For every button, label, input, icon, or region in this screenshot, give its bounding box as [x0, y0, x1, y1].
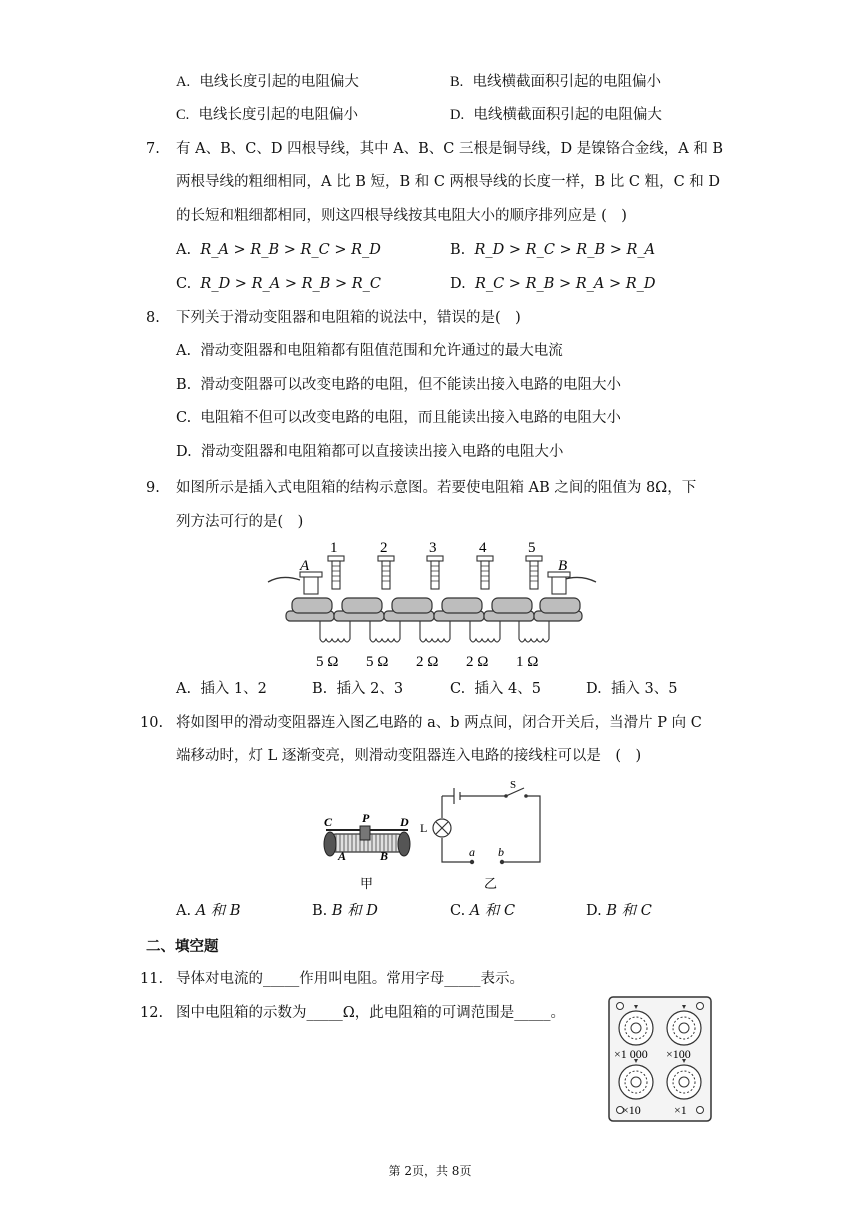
terminal-a-label: A	[300, 558, 310, 574]
q12-stem: 图中电阻箱的示数为_____Ω，此电阻箱的可调范围是_____。	[176, 1005, 566, 1021]
section-heading: 二、填空题	[146, 939, 219, 955]
page-footer: 第 2页，共 8页	[388, 1164, 472, 1178]
q10-option-a: A. A 和 B	[176, 903, 241, 919]
point-a-label: a	[469, 845, 475, 859]
terminal-a-label: A	[338, 849, 347, 863]
q8-option-a: A. 滑动变阻器和电阻箱都有阻值范围和允许通过的最大电流	[176, 343, 563, 359]
q7-stem-line: 两根导线的粗细相同，A 比 B 短，B 和 C 两根导线的长度一样，B 比 C 粗，C 和 D	[176, 174, 721, 190]
resistance-box-dial-figure	[608, 996, 712, 1122]
q6-option-a: A. 电线长度引起的电阻偏大	[176, 74, 359, 90]
q8-option-c: C. 电阻箱不但可以改变电路的电阻，而且能读出接入电路的电阻大小	[176, 410, 621, 426]
lamp-l-label: L	[420, 821, 428, 835]
resistor-value-label: 2 Ω	[466, 654, 489, 670]
plug-label: 5	[528, 540, 536, 556]
resistor-value-label: 1 Ω	[516, 654, 539, 670]
q7-option-b: B. R_D > R_C > R_B > R_A	[450, 242, 656, 258]
q8-number: 8.	[146, 310, 160, 326]
plug-label: 2	[380, 540, 388, 556]
q7-number: 7.	[146, 141, 160, 157]
q8-option-d: D. 滑动变阻器和电阻箱都可以直接读出接入电路的电阻大小	[176, 444, 564, 460]
q7-option-c: C. R_D > R_A > R_B > R_C	[176, 276, 382, 292]
q7-option-d: D. R_C > R_B > R_A > R_D	[450, 276, 656, 292]
slider-p-label: P	[362, 812, 370, 825]
q9-option-b: B. 插入 2、3	[312, 681, 404, 697]
plug-resistance-box-figure	[262, 536, 602, 672]
q10-stem-line: 端移动时，灯 L 逐渐变亮，则滑动变阻器连入电路的接线柱可以是 ( )	[176, 748, 642, 764]
q7-stem-line: 的长短和粗细都相同，则这四根导线按其电阻大小的顺序排列应是 ( )	[176, 208, 627, 224]
q6-option-d: D. 电线横截面积引起的电阻偏大	[450, 107, 662, 123]
figure-caption-yi: 乙	[484, 877, 498, 892]
q10-number: 10.	[140, 715, 164, 731]
q10-stem-line: 将如图甲的滑动变阻器连入图乙电路的 a、b 两点间，闭合开关后，当滑片 P 向 C	[176, 715, 702, 731]
terminal-b-label: B	[558, 558, 568, 574]
dial-multiplier-label: ×1	[674, 1103, 687, 1117]
resistor-value-label: 5 Ω	[366, 654, 389, 670]
dial-multiplier-label: ×1 000	[614, 1047, 648, 1061]
q6-option-b: B. 电线横截面积引起的电阻偏小	[450, 74, 662, 90]
q10-option-b: B. B 和 D	[312, 903, 378, 919]
q8-option-b: B. 滑动变阻器可以改变电路的电阻，但不能读出接入电路的电阻大小	[176, 377, 621, 393]
resistor-value-label: 2 Ω	[416, 654, 439, 670]
q9-stem-line: 列方法可行的是( )	[176, 514, 304, 530]
point-b-label: b	[498, 845, 504, 859]
terminal-d-label: D	[400, 815, 409, 829]
q9-number: 9.	[146, 480, 160, 496]
q11-number: 11.	[140, 971, 164, 987]
circuit-figure	[416, 776, 548, 894]
resistor-value-label: 5 Ω	[316, 654, 339, 670]
terminal-b-label: B	[380, 849, 389, 863]
q10-option-c: C. A 和 C	[450, 903, 516, 919]
q8-stem: 下列关于滑动变阻器和电阻箱的说法中，错误的是( )	[176, 310, 521, 326]
plug-label: 1	[330, 540, 338, 556]
q9-option-d: D. 插入 3、5	[586, 681, 678, 697]
plug-label: 4	[479, 540, 487, 556]
q10-option-d: D. B 和 C	[586, 903, 652, 919]
figure-caption-jia: 甲	[360, 877, 374, 892]
q7-option-a: A. R_A > R_B > R_C > R_D	[176, 242, 381, 258]
q9-option-a: A. 插入 1、2	[176, 681, 267, 697]
dial-multiplier-label: ×10	[622, 1103, 641, 1117]
q11-stem: 导体对电流的_____作用叫电阻。常用字母_____表示。	[176, 971, 524, 987]
q6-option-c: C. 电线长度引起的电阻偏小	[176, 107, 359, 123]
switch-s-label: S	[510, 779, 517, 791]
q9-stem-line: 如图所示是插入式电阻箱的结构示意图。若要使电阻箱 AB 之间的阻值为 8Ω，下	[176, 480, 697, 496]
terminal-c-label: C	[324, 815, 333, 829]
sliding-rheostat-figure	[318, 812, 418, 894]
q12-number: 12.	[140, 1005, 164, 1021]
plug-label: 3	[429, 540, 437, 556]
dial-multiplier-label: ×100	[666, 1047, 691, 1061]
q7-stem-line: 有 A、B、C、D 四根导线，其中 A、B、C 三根是铜导线，D 是镍铬合金线，A 和 B	[176, 141, 724, 157]
q9-option-c: C. 插入 4、5	[450, 681, 541, 697]
